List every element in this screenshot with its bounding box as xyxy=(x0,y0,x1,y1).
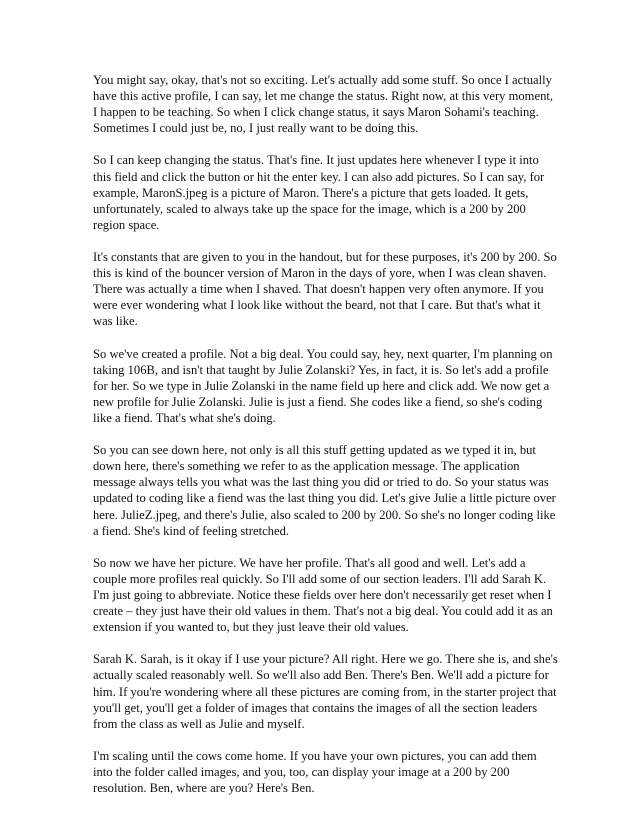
paragraph: Sarah K. Sarah, is it okay if I use your picture? All right. Here we go. There she is, and she's actually scaled reasonably well. So we'll also add Ben. There's Ben. We'll add a picture for him. If you're wondering where all these pictures are coming from, in the starter project that you'll get, you'll get a folder of images that contains the images of all the section leaders from the class as well as Julie and myself. xyxy=(93,652,558,731)
paragraph: So now we have her picture. We have her profile. That's all good and well. Let's add a couple more profiles real quickly. So I'll add some of our section leaders. I'll add Sarah K. I'm just going to abbreviate. Notice these fields over here don't necessarily get reset when I create – they just have their old values in them. That's not a big deal. You could add it as an extension if you wanted to, but they just leave their old values. xyxy=(93,555,553,635)
paragraph: You might say, okay, that's not so exciting. Let's actually add some stuff. So once I actually have this active profile, I can say, let me change the status. Right now, at this very moment, I happen to be teaching. So when I click change status, it says Maron Sohami's teaching. Sometimes I could just be, no, I just really want to be doing this. xyxy=(93,73,554,136)
paragraph: I'm scaling until the cows come home. If you have your own pictures, you can add them into the folder called images, and you, too, can display your image at a 200 by 200 resolution. Ben, where are you? Here's Ben. xyxy=(93,748,537,796)
paragraph: So you can see down here, not only is all this stuff getting updated as we typed it in, but down here, there's something we refer to as the application message. The application message always tells you what was the last thing you did or tried to do. So your status was updated to coding like a fiend was the last thing you did. Let's give Julie a little picture over here. JulieZ.jpeg, and there's Julie, also scaled to 200 by 200. So she's no longer coding like a fiend. She's kind of feeling stretched. xyxy=(93,443,556,538)
paragraph: So we've created a profile. Not a big deal. You could say, hey, next quarter, I'm planning on taking 106B, and isn't that taught by Julie Zolanski? Yes, in fact, it is. So let's add a profile for her. So we type in Julie Zolanski in the name field up here and click add. We now get a new profile for Julie Zolanski. Julie is just a fiend. She codes like a fiend, so she's coding like a fiend. That's what she's doing. xyxy=(93,346,553,425)
paragraph: It's constants that are given to you in the handout, but for these purposes, it's 200 by 200. So this is kind of the bouncer version of Maron in the days of yore, when I was clean shaven. There was actually a time when I shaved. That doesn't happen very often anymore. If you were ever wondering what I look like without the beard, not that I care. But that's what it was like. xyxy=(93,250,557,329)
paragraph: So I can keep changing the status. That's fine. It just updates here whenever I type it into this field and click the button or hit the enter key. I can also add pictures. So I can say, for example, MaronS.jpeg is a picture of Maron. There's a picture that gets loaded. It gets, unfortunately, scaled to always take up the space for the image, which is a 200 by 200 region space. xyxy=(93,153,545,232)
